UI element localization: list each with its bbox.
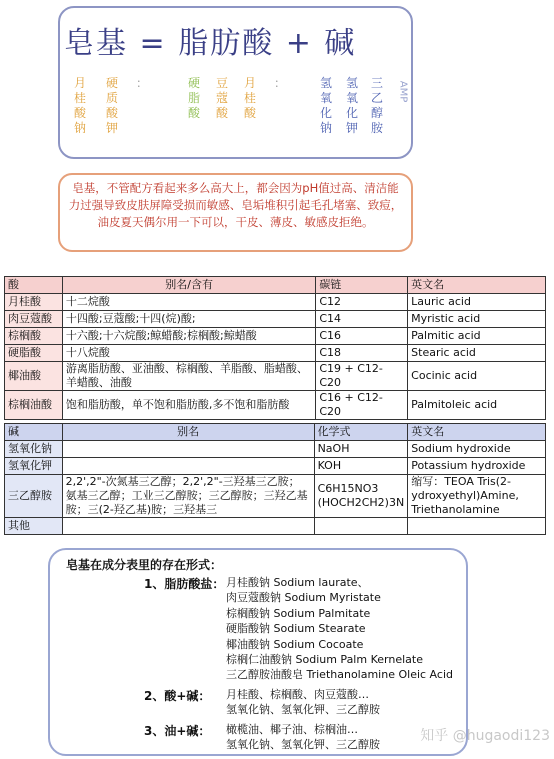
table-cell: C18: [316, 345, 408, 362]
table-cell: [408, 518, 546, 535]
table-cell: Cocinic acid: [408, 362, 546, 391]
formula-component: 硬脂酸: [187, 76, 200, 120]
table-header-cell: 碳链: [316, 277, 408, 294]
table-cell: 饱和脂肪酸，单不饱和脂肪酸,多不饱和脂肪酸: [62, 391, 315, 420]
form-group-label: 1、脂肪酸盐：: [144, 577, 225, 591]
form-group-label: 2、酸+碱：: [144, 688, 211, 703]
table-cell: 氢氧化钠: [5, 441, 63, 458]
table-header-cell: 英文名: [408, 277, 546, 294]
table-cell: Lauric acid: [408, 294, 546, 311]
form-item: 三乙醇胺油酸皂 Triethanolamine Oleic Acid: [226, 668, 453, 682]
table-header-cell: 碱: [5, 424, 63, 441]
table-header-cell: 别名: [62, 424, 314, 441]
formula-component: 氢氧化钾: [345, 76, 358, 135]
form-item: 月桂酸钠 Sodium laurate、: [226, 576, 369, 589]
form-item: 棕榈酸钠 Sodium Palmitate: [226, 606, 371, 620]
table-cell: 十二烷酸: [62, 294, 315, 311]
table-row: [5, 475, 546, 518]
formula-component: ：: [135, 76, 148, 90]
table-cell: Potassium hydroxide: [408, 458, 546, 475]
table-header-row: [5, 424, 546, 441]
table-cell: 硬脂酸: [5, 345, 63, 362]
soap-forms-title: 皂基在成分表里的存在形式：: [66, 558, 223, 572]
alkali-table: [4, 423, 546, 535]
table-cell: 棕榈油酸: [5, 391, 63, 420]
table-row: [5, 311, 546, 328]
table-cell: 十六酸;十六烷酸;鲸蜡酸;棕榈酸;鲸蜡酸: [62, 328, 315, 345]
formula-component: 月桂酸钠: [73, 76, 86, 135]
table-cell: 缩写：TEOA Tris(2-ydroxyethyl)Amine, Triethanolamine: [408, 475, 546, 518]
formula-component: 三乙醇胺: [370, 76, 383, 135]
table-cell: NaOH: [314, 441, 408, 458]
table-cell: 肉豆蔻酸: [5, 311, 63, 328]
watermark: 知乎 @hugaodi123: [420, 728, 550, 744]
form-item: 橄榄油、椰子油、棕榈油…: [226, 722, 358, 736]
formula-component: 氢氧化钠: [319, 76, 332, 135]
table-cell: 棕榈酸: [5, 328, 63, 345]
table-cell: C14: [316, 311, 408, 328]
formula-title: 皂基 = 脂肪酸 + 碱: [64, 26, 357, 61]
table-cell: C19 + C12-C20: [316, 362, 408, 391]
table-row: [5, 518, 546, 535]
table-cell: C6H15NO3 (HOCH2CH2)3N: [314, 475, 408, 518]
table-cell: Myristic acid: [408, 311, 546, 328]
table-header-cell: 别名/含有: [62, 277, 315, 294]
form-item: 氢氧化钠、氢氧化钾、三乙醇胺: [226, 738, 380, 751]
fatty-acid-table: [4, 276, 546, 420]
table-header-row: [5, 277, 546, 294]
table-cell: [62, 518, 314, 535]
table-header-cell: 英文名: [408, 424, 546, 441]
warning-note: 皂基，不管配方看起来多么高大上，都会因为pH值过高、清洁能力过强导致皮肤屏障受损而敏感、皂垢堆积引起毛孔堵塞、致痘，油皮夏天偶尔用一下可以，干皮、薄皮、敏感皮拒绝。: [58, 173, 413, 252]
table-cell: 椰油酸: [5, 362, 63, 391]
table-row: [5, 345, 546, 362]
table-cell: 其他: [5, 518, 63, 535]
table-cell: 2,2',2"-次氮基三乙醇；2,2',2"-三羟基三乙胺；氨基三乙醇；工业三乙醇胺；三乙醇胺；三羟乙基胺；三(2-羟乙基)胺；三羟基三: [62, 475, 314, 518]
table-header-cell: 酸: [5, 277, 63, 294]
table-cell: [314, 518, 408, 535]
table-cell: C16 + C12-C20: [316, 391, 408, 420]
table-cell: C16: [316, 328, 408, 345]
table-row: [5, 391, 546, 420]
table-cell: 月桂酸: [5, 294, 63, 311]
formula-component: 豆蔻酸: [215, 76, 228, 120]
form-item: 肉豆蔻酸钠 Sodium Myristate: [226, 591, 381, 605]
formula-component: AMP: [397, 80, 409, 103]
table-row: [5, 294, 546, 311]
formula-component: ：: [273, 76, 286, 90]
table-cell: 十八烷酸: [62, 345, 315, 362]
table-row: [5, 328, 546, 345]
form-group-label: 3、油+碱：: [144, 723, 211, 738]
table-cell: Palmitoleic acid: [408, 391, 546, 420]
table-cell: Palmitic acid: [408, 328, 546, 345]
formula-component: 硬质酸钾: [105, 76, 118, 135]
form-item: 棕榈仁油酸钠 Sodium Palm Kernelate: [226, 653, 423, 666]
table-row: [5, 458, 546, 475]
table-cell: 三乙醇胺: [5, 475, 63, 518]
table-cell: KOH: [314, 458, 408, 475]
table-cell: 十四酸;豆蔻酸;十四(烷)酸;: [62, 311, 315, 328]
table-row: [5, 441, 546, 458]
form-item: 月桂酸、棕榈酸、肉豆蔻酸…: [226, 687, 369, 701]
table-header-cell: 化学式: [314, 424, 408, 441]
table-cell: 氢氧化钾: [5, 458, 63, 475]
table-cell: [62, 458, 314, 475]
formula-component: 月桂酸: [243, 76, 256, 120]
table-cell: C12: [316, 294, 408, 311]
table-cell: Stearic acid: [408, 345, 546, 362]
table-row: [5, 362, 546, 391]
form-item: 氢氧化钠、氢氧化钾、三乙醇胺: [226, 703, 380, 717]
form-item: 硬脂酸钠 Sodium Stearate: [226, 622, 366, 636]
table-cell: Sodium hydroxide: [408, 441, 546, 458]
table-cell: [62, 441, 314, 458]
form-item: 椰油酸钠 Sodium Cocoate: [226, 637, 364, 651]
table-cell: 游离脂肪酸、亚油酸、棕榈酸、羊脂酸、脂蜡酸、羊蜡酸、油酸: [62, 362, 315, 391]
